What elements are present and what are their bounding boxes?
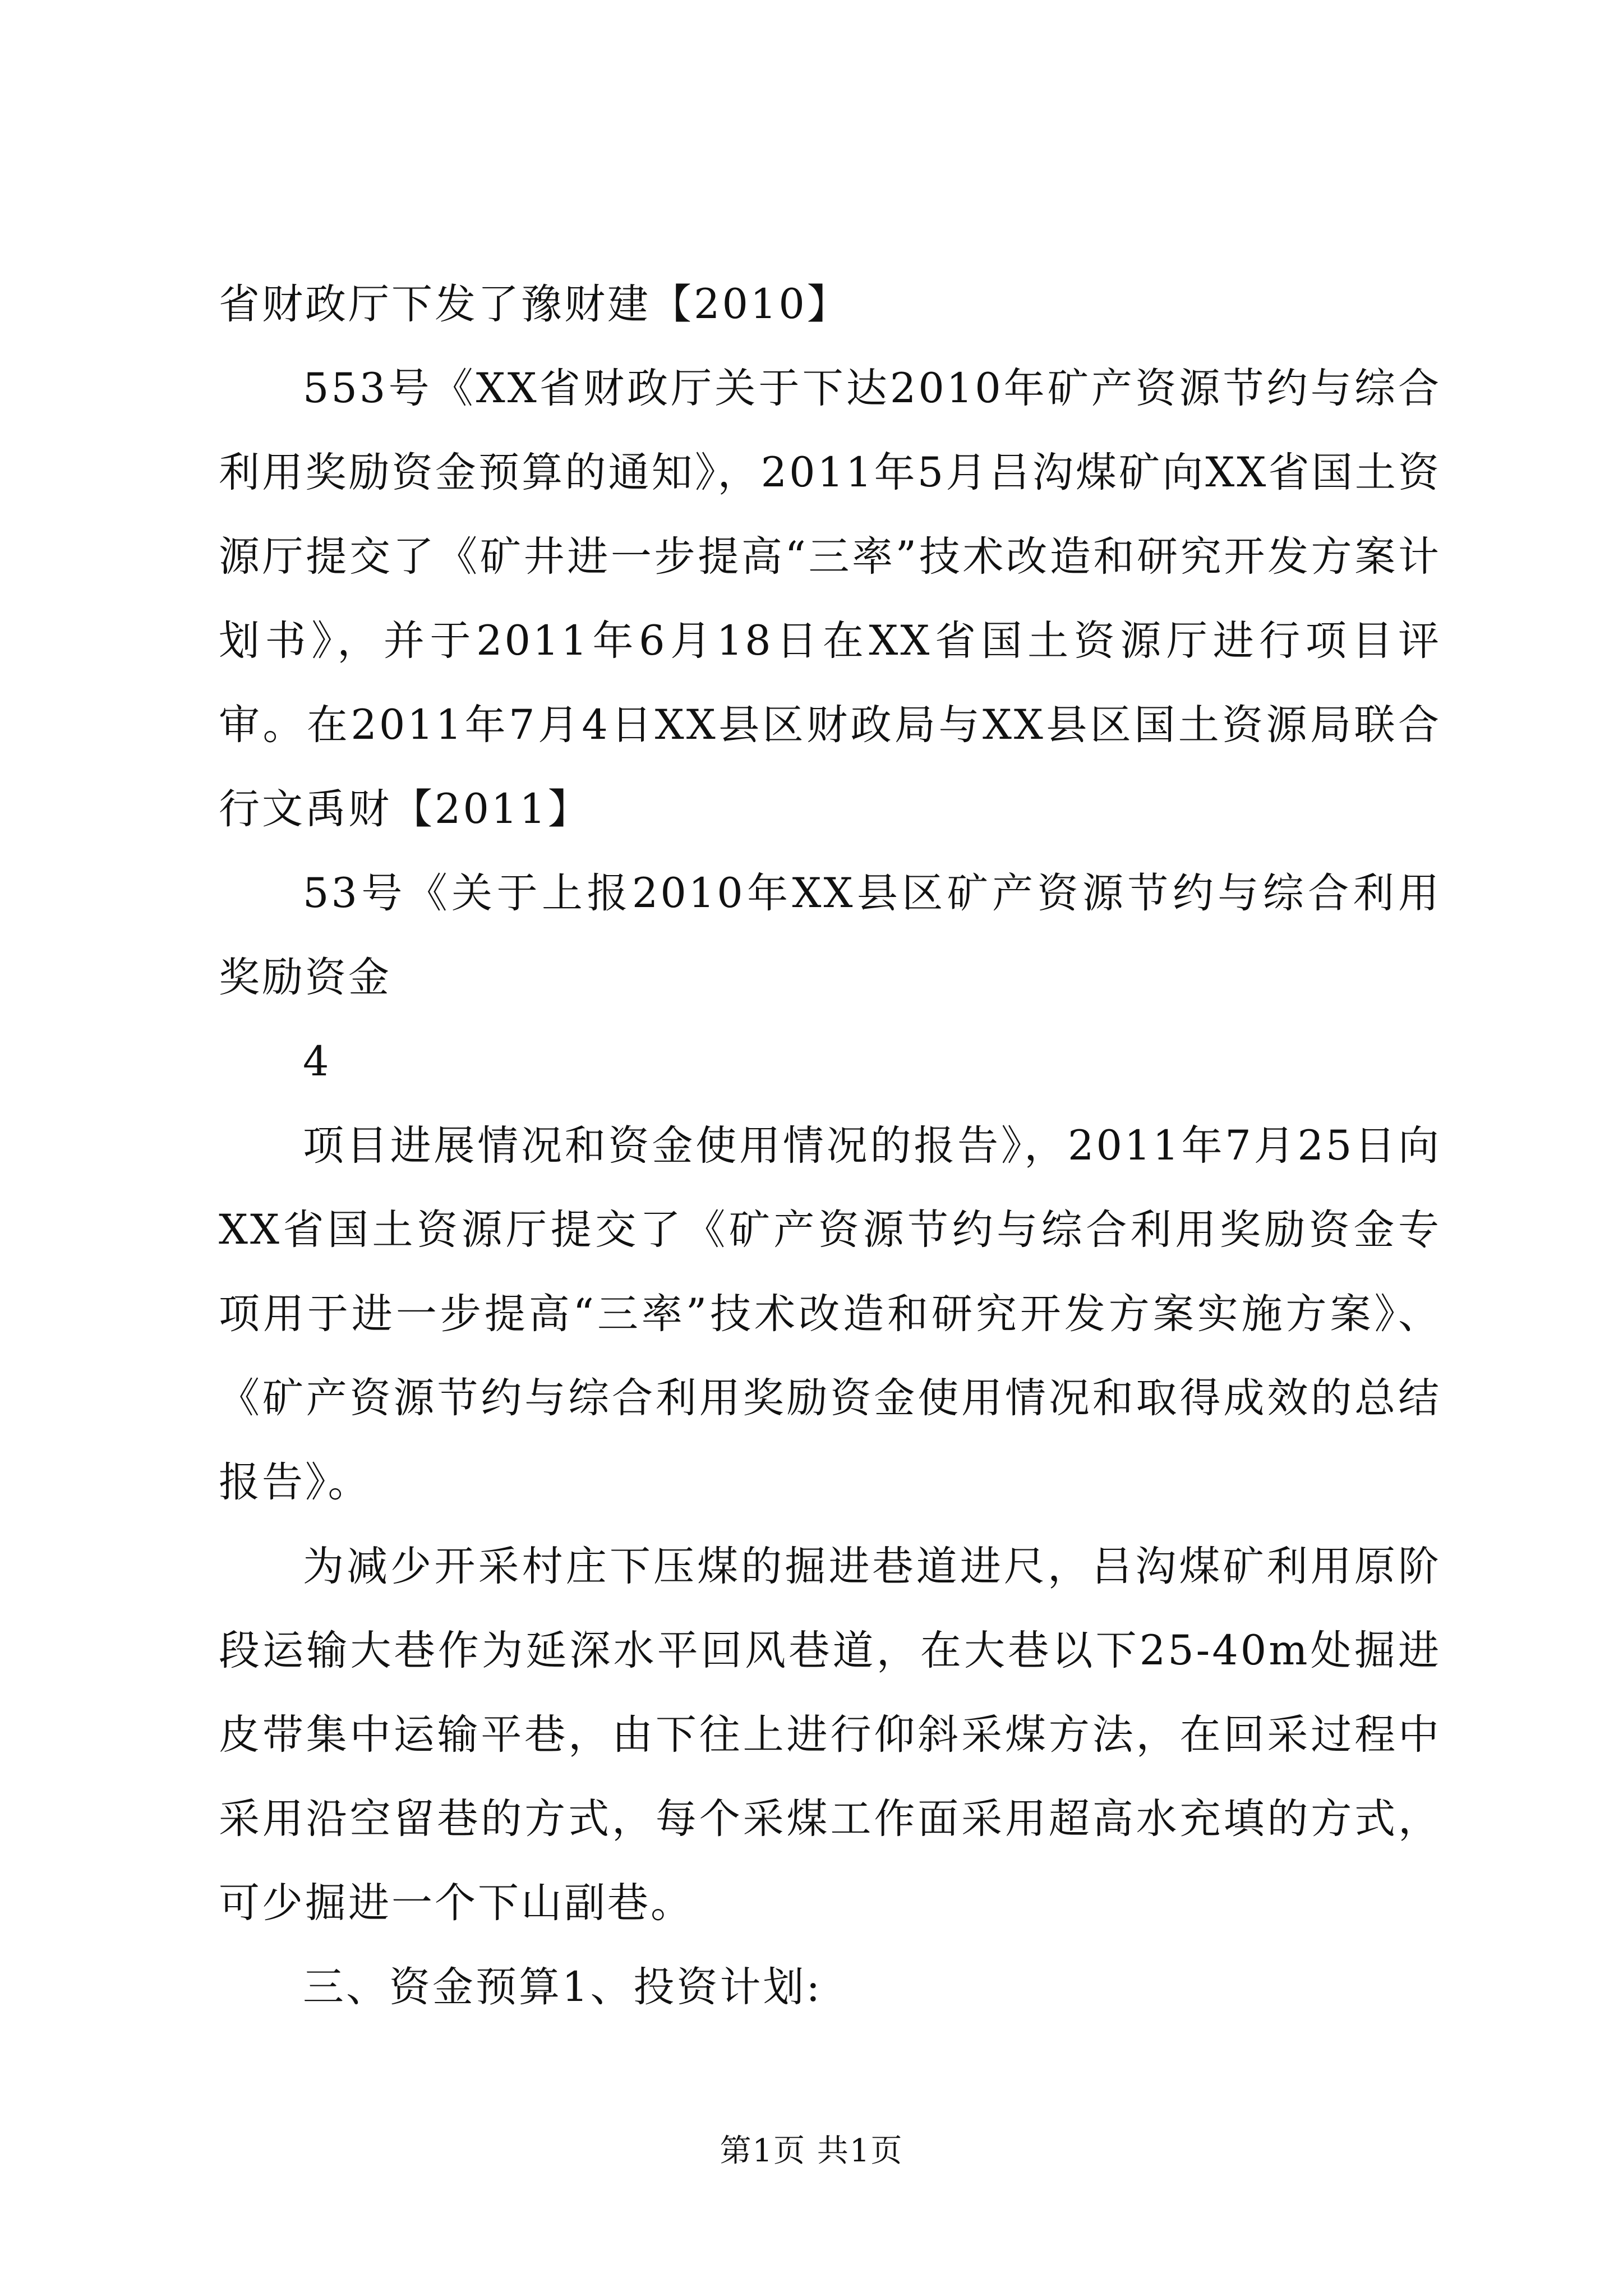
- paragraph-1: 省财政厅下发了豫财建【2010】: [219, 280, 850, 328]
- paragraph-7: 三、资金预算1、投资计划:: [303, 1963, 823, 2011]
- paragraph-5: 项目进展情况和资金使用情况的报告》，2011年7月25日向XX省国土资源厅提交了《矿产资源节约与综合利用奖励资金专项用于进一步提高“三率”技术改造和研究开发方案实施方案》、《矿产资源节约与综合利用奖励资金使用情况和取得成效的总结报告》。: [219, 1122, 1441, 1506]
- paragraph-3: 53号《关于上报2010年XX县区矿产资源节约与综合利用奖励资金: [219, 869, 1441, 1001]
- paragraph-2: 553号《XX省财政厅关于下达2010年矿产资源节约与综合利用奖励资金预算的通知》，2011年5月吕沟煤矿向XX省国土资源厅提交了《矿井进一步提高“三率”技术改造和研究开发方案计划书》，并于2011年6月18日在XX省国土资源厅进行项目评审。在2011年7月4日XX县区财政局与XX县区国土资源局联合行文禹财【2011】: [219, 365, 1441, 833]
- paragraph-4: 4: [303, 1038, 331, 1085]
- document-body: [219, 263, 1441, 2030]
- paragraph-6: 为减少开采村庄下压煤的掘进巷道进尺，吕沟煤矿利用原阶段运输大巷作为延深水平回风巷道，在大巷以下25-40m处掘进皮带集中运输平巷，由下往上进行仰斜采煤方法，在回采过程中采用沿空留巷的方式，每个采煤工作面采用超高水充填的方式，可少掘进一个下山副巷。: [219, 1543, 1441, 1927]
- page-footer: 第1页 共1页: [720, 2133, 903, 2169]
